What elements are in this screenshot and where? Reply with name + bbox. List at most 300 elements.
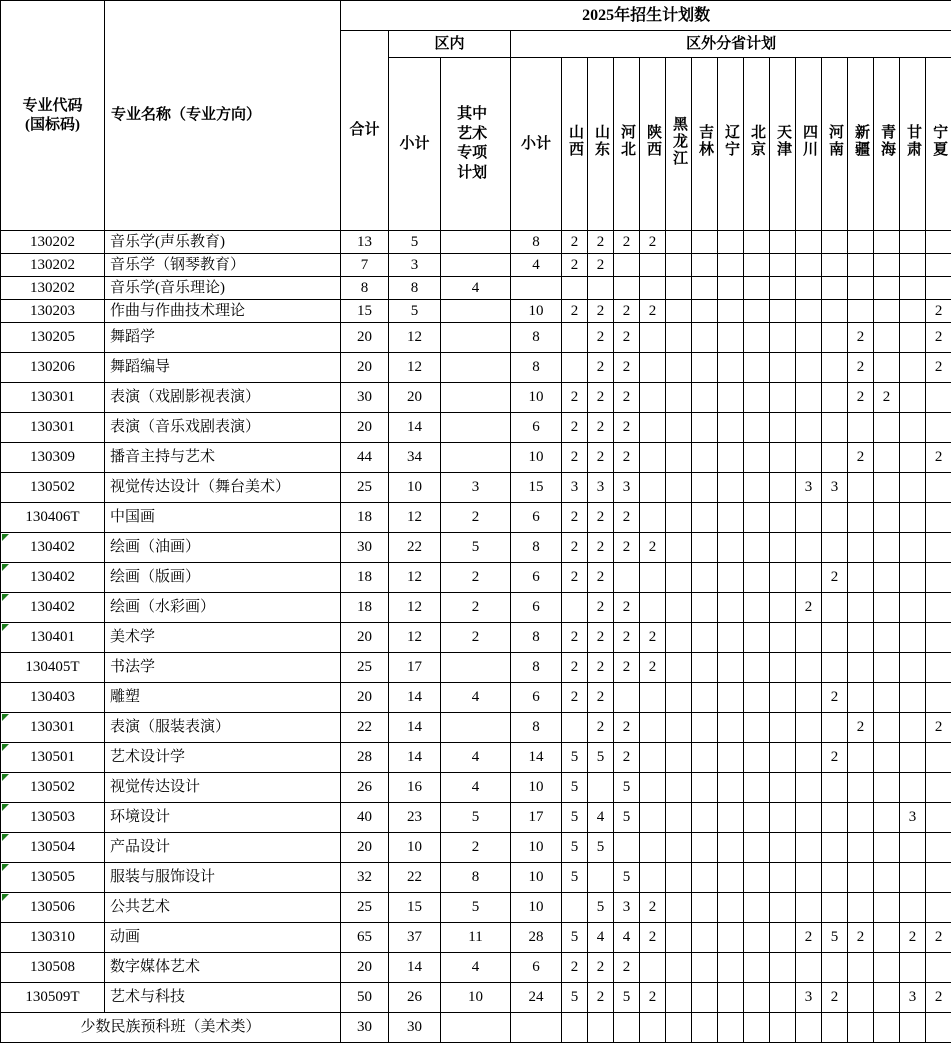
cell-out-3 <box>614 833 640 863</box>
cell-out-12 <box>848 503 874 533</box>
cell-out-2: 5 <box>588 743 614 773</box>
cell-total: 30 <box>341 533 389 563</box>
cell-out-5 <box>666 300 692 323</box>
cell-out-11 <box>822 593 848 623</box>
cell-out-12 <box>848 533 874 563</box>
cell-out-2: 2 <box>588 623 614 653</box>
cell-out-12: 2 <box>848 353 874 383</box>
cell-out-12 <box>848 1013 874 1043</box>
cell-out-9 <box>770 533 796 563</box>
cell-name: 艺术设计学 <box>105 743 341 773</box>
province-label: 吉林 <box>697 124 712 158</box>
cell-out-12 <box>848 863 874 893</box>
table-row <box>1 300 951 323</box>
cell-out-5 <box>666 953 692 983</box>
cell-out-5 <box>666 383 692 413</box>
cell-total: 25 <box>341 893 389 923</box>
cell-out-10 <box>796 833 822 863</box>
cell-total: 25 <box>341 473 389 503</box>
cell-out-15 <box>926 1013 951 1043</box>
cell-out-15 <box>926 503 951 533</box>
cell-out-7 <box>718 503 744 533</box>
cell-out-9 <box>770 803 796 833</box>
cell-out-10 <box>796 323 822 353</box>
cell-out-14 <box>900 473 926 503</box>
cell-total: 15 <box>341 300 389 323</box>
cell-in-art-plan: 2 <box>441 833 511 863</box>
cell-out-2: 2 <box>588 533 614 563</box>
cell-out-6 <box>692 563 718 593</box>
cell-out-13 <box>874 773 900 803</box>
table-row <box>1 653 951 683</box>
cell-in-subtotal: 30 <box>389 1013 441 1043</box>
cell-out-14 <box>900 277 926 300</box>
cell-total: 18 <box>341 503 389 533</box>
cell-out-6 <box>692 653 718 683</box>
cell-out-5 <box>666 983 692 1013</box>
cell-code: 130506 <box>1 893 105 923</box>
cell-in-subtotal: 12 <box>389 353 441 383</box>
col-header-province-6 <box>692 58 718 231</box>
cell-out-5 <box>666 653 692 683</box>
cell-out-13 <box>874 1013 900 1043</box>
cell-out-1: 5 <box>562 803 588 833</box>
cell-out-3: 3 <box>614 893 640 923</box>
cell-out-2: 2 <box>588 300 614 323</box>
cell-out-0: 15 <box>511 473 562 503</box>
cell-out-11 <box>822 833 848 863</box>
cell-name: 公共艺术 <box>105 893 341 923</box>
cell-out-5 <box>666 623 692 653</box>
cell-out-6 <box>692 683 718 713</box>
province-label: 天津 <box>775 124 790 158</box>
cell-total: 65 <box>341 923 389 953</box>
cell-out-8 <box>744 277 770 300</box>
cell-out-15: 2 <box>926 443 951 473</box>
cell-out-7 <box>718 383 744 413</box>
cell-out-7 <box>718 803 744 833</box>
cell-out-1: 2 <box>562 231 588 254</box>
cell-out-5 <box>666 683 692 713</box>
cell-out-9 <box>770 277 796 300</box>
in-region-header: 区内 <box>389 31 511 58</box>
cell-out-2: 2 <box>588 983 614 1013</box>
cell-name: 音乐学（钢琴教育） <box>105 254 341 277</box>
cell-out-7 <box>718 983 744 1013</box>
cell-in-subtotal: 10 <box>389 473 441 503</box>
cell-out-14 <box>900 563 926 593</box>
cell-out-7 <box>718 683 744 713</box>
cell-out-10 <box>796 563 822 593</box>
province-label: 山西 <box>567 124 582 158</box>
cell-out-11: 2 <box>822 563 848 593</box>
cell-out-9 <box>770 383 796 413</box>
cell-out-3: 2 <box>614 353 640 383</box>
cell-in-subtotal: 20 <box>389 383 441 413</box>
cell-total: 40 <box>341 803 389 833</box>
cell-out-13 <box>874 743 900 773</box>
cell-out-7 <box>718 231 744 254</box>
cell-name: 服装与服饰设计 <box>105 863 341 893</box>
cell-out-8 <box>744 833 770 863</box>
cell-out-2: 2 <box>588 683 614 713</box>
cell-out-3: 2 <box>614 383 640 413</box>
green-corner-marker <box>2 534 9 541</box>
cell-name: 艺术与科技 <box>105 983 341 1013</box>
cell-out-2: 2 <box>588 653 614 683</box>
cell-out-2 <box>588 863 614 893</box>
cell-total: 50 <box>341 983 389 1013</box>
cell-out-14 <box>900 593 926 623</box>
cell-out-5 <box>666 893 692 923</box>
cell-out-7 <box>718 893 744 923</box>
cell-in-subtotal: 14 <box>389 413 441 443</box>
cell-name: 视觉传达设计（舞台美术） <box>105 473 341 503</box>
table-row <box>1 533 951 563</box>
cell-out-13 <box>874 833 900 863</box>
cell-out-3: 5 <box>614 803 640 833</box>
cell-in-art-plan: 2 <box>441 503 511 533</box>
cell-out-1: 2 <box>562 503 588 533</box>
cell-in-art-plan: 4 <box>441 953 511 983</box>
cell-name: 舞蹈学 <box>105 323 341 353</box>
cell-out-6 <box>692 923 718 953</box>
cell-in-art-plan <box>441 231 511 254</box>
cell-out-8 <box>744 563 770 593</box>
cell-out-7 <box>718 653 744 683</box>
cell-out-5 <box>666 923 692 953</box>
cell-out-13 <box>874 953 900 983</box>
cell-in-art-plan <box>441 653 511 683</box>
cell-out-14 <box>900 300 926 323</box>
cell-out-11: 2 <box>822 983 848 1013</box>
cell-code: 130508 <box>1 953 105 983</box>
cell-out-10 <box>796 254 822 277</box>
cell-out-1: 2 <box>562 563 588 593</box>
col-header-in-subtotal: 小计 <box>389 58 441 231</box>
cell-out-9 <box>770 231 796 254</box>
cell-out-15 <box>926 833 951 863</box>
cell-out-12: 2 <box>848 713 874 743</box>
cell-out-8 <box>744 443 770 473</box>
cell-out-7 <box>718 353 744 383</box>
table-row <box>1 833 951 863</box>
cell-out-3: 4 <box>614 923 640 953</box>
cell-out-13 <box>874 473 900 503</box>
cell-out-1: 2 <box>562 300 588 323</box>
cell-name: 表演（音乐戏剧表演） <box>105 413 341 443</box>
cell-out-11: 3 <box>822 473 848 503</box>
code-header-line2: (国标码) <box>25 117 80 133</box>
cell-out-4 <box>640 683 666 713</box>
cell-out-6 <box>692 383 718 413</box>
cell-out-8 <box>744 254 770 277</box>
cell-out-4 <box>640 323 666 353</box>
cell-out-1 <box>562 593 588 623</box>
cell-out-7 <box>718 323 744 353</box>
cell-out-15 <box>926 773 951 803</box>
cell-out-7 <box>718 833 744 863</box>
cell-total: 13 <box>341 231 389 254</box>
cell-out-1: 2 <box>562 953 588 983</box>
cell-out-0: 10 <box>511 383 562 413</box>
cell-out-8 <box>744 953 770 983</box>
plan-year-title: 2025年招生计划数 <box>341 1 951 31</box>
cell-out-15: 2 <box>926 983 951 1013</box>
cell-in-subtotal: 22 <box>389 863 441 893</box>
cell-out-0: 14 <box>511 743 562 773</box>
cell-out-12 <box>848 623 874 653</box>
cell-in-subtotal: 10 <box>389 833 441 863</box>
cell-out-10 <box>796 413 822 443</box>
cell-in-art-plan: 5 <box>441 893 511 923</box>
cell-out-6 <box>692 231 718 254</box>
cell-out-5 <box>666 503 692 533</box>
cell-code: 130502 <box>1 473 105 503</box>
table-row <box>1 863 951 893</box>
cell-total: 26 <box>341 773 389 803</box>
cell-name: 中国画 <box>105 503 341 533</box>
cell-out-12 <box>848 413 874 443</box>
cell-out-10: 3 <box>796 473 822 503</box>
cell-out-3: 2 <box>614 323 640 353</box>
cell-out-0 <box>511 277 562 300</box>
col-header-province-5 <box>666 58 692 231</box>
cell-out-14 <box>900 323 926 353</box>
cell-out-2: 2 <box>588 231 614 254</box>
cell-name: 环境设计 <box>105 803 341 833</box>
cell-out-1: 3 <box>562 473 588 503</box>
cell-name: 播音主持与艺术 <box>105 443 341 473</box>
cell-out-11 <box>822 773 848 803</box>
cell-out-13 <box>874 300 900 323</box>
province-label: 河北 <box>619 124 634 158</box>
cell-out-1 <box>562 277 588 300</box>
cell-out-5 <box>666 803 692 833</box>
cell-out-15 <box>926 231 951 254</box>
cell-out-10 <box>796 683 822 713</box>
cell-in-art-plan: 5 <box>441 533 511 563</box>
cell-in-art-plan <box>441 323 511 353</box>
cell-out-7 <box>718 413 744 443</box>
cell-out-11 <box>822 277 848 300</box>
cell-out-15 <box>926 563 951 593</box>
cell-out-11 <box>822 713 848 743</box>
province-label: 四川 <box>801 124 816 158</box>
cell-out-14 <box>900 713 926 743</box>
col-header-province-15 <box>926 58 951 231</box>
cell-name: 产品设计 <box>105 833 341 863</box>
cell-out-1 <box>562 1013 588 1043</box>
cell-out-7 <box>718 300 744 323</box>
cell-out-3: 2 <box>614 713 640 743</box>
cell-out-14: 3 <box>900 803 926 833</box>
cell-out-0: 6 <box>511 683 562 713</box>
cell-out-3: 5 <box>614 773 640 803</box>
col-header-province-8 <box>744 58 770 231</box>
cell-in-art-plan: 4 <box>441 277 511 300</box>
cell-out-10 <box>796 533 822 563</box>
cell-out-0: 8 <box>511 533 562 563</box>
cell-out-10 <box>796 653 822 683</box>
cell-out-3: 2 <box>614 503 640 533</box>
cell-out-11 <box>822 300 848 323</box>
cell-out-10 <box>796 893 822 923</box>
green-corner-marker <box>2 834 9 841</box>
table-row <box>1 443 951 473</box>
cell-in-subtotal: 12 <box>389 563 441 593</box>
green-corner-marker <box>2 804 9 811</box>
cell-out-14 <box>900 413 926 443</box>
cell-out-12 <box>848 773 874 803</box>
green-corner-marker <box>2 594 9 601</box>
cell-out-0: 8 <box>511 653 562 683</box>
cell-out-6 <box>692 473 718 503</box>
cell-out-10 <box>796 1013 822 1043</box>
cell-out-14 <box>900 833 926 863</box>
cell-out-5 <box>666 773 692 803</box>
cell-out-2: 2 <box>588 413 614 443</box>
cell-code: 130402 <box>1 593 105 623</box>
cell-out-0 <box>511 1013 562 1043</box>
province-label: 甘肃 <box>905 124 920 158</box>
table-row <box>1 953 951 983</box>
cell-in-art-plan <box>441 383 511 413</box>
cell-out-15 <box>926 653 951 683</box>
cell-in-art-plan: 8 <box>441 863 511 893</box>
province-label: 青海 <box>879 124 894 158</box>
col-header-province-4 <box>640 58 666 231</box>
cell-out-11 <box>822 353 848 383</box>
cell-out-12 <box>848 653 874 683</box>
cell-out-6 <box>692 863 718 893</box>
cell-out-5 <box>666 277 692 300</box>
cell-out-3: 2 <box>614 533 640 563</box>
cell-out-2: 2 <box>588 713 614 743</box>
col-header-code <box>1 1 105 231</box>
cell-total: 18 <box>341 563 389 593</box>
table-row <box>1 983 951 1013</box>
cell-out-15 <box>926 413 951 443</box>
cell-out-8 <box>744 300 770 323</box>
cell-out-13: 2 <box>874 383 900 413</box>
table-row <box>1 473 951 503</box>
cell-out-12 <box>848 231 874 254</box>
cell-out-8 <box>744 743 770 773</box>
cell-out-5 <box>666 533 692 563</box>
cell-out-0: 24 <box>511 983 562 1013</box>
cell-out-2: 4 <box>588 923 614 953</box>
cell-out-13 <box>874 254 900 277</box>
cell-out-1 <box>562 323 588 353</box>
cell-name: 绘画（油画） <box>105 533 341 563</box>
cell-in-subtotal: 23 <box>389 803 441 833</box>
cell-out-1: 2 <box>562 254 588 277</box>
cell-out-10 <box>796 863 822 893</box>
cell-out-10 <box>796 300 822 323</box>
cell-in-subtotal: 17 <box>389 653 441 683</box>
cell-code: 130309 <box>1 443 105 473</box>
cell-footer-name: 少数民族预科班（美术类） <box>1 1013 341 1043</box>
cell-out-14: 2 <box>900 923 926 953</box>
cell-out-3: 2 <box>614 743 640 773</box>
province-label: 河南 <box>827 124 842 158</box>
cell-out-14 <box>900 231 926 254</box>
cell-out-3: 2 <box>614 231 640 254</box>
table-row <box>1 353 951 383</box>
cell-out-4 <box>640 773 666 803</box>
cell-in-art-plan: 2 <box>441 593 511 623</box>
cell-out-13 <box>874 683 900 713</box>
cell-code: 130405T <box>1 653 105 683</box>
cell-out-5 <box>666 833 692 863</box>
cell-out-5 <box>666 353 692 383</box>
cell-in-subtotal: 34 <box>389 443 441 473</box>
cell-in-subtotal: 8 <box>389 277 441 300</box>
cell-out-10 <box>796 623 822 653</box>
cell-out-12 <box>848 277 874 300</box>
cell-code: 130202 <box>1 277 105 300</box>
cell-out-0: 8 <box>511 623 562 653</box>
table-row <box>1 254 951 277</box>
cell-name: 数字媒体艺术 <box>105 953 341 983</box>
cell-out-13 <box>874 443 900 473</box>
cell-code: 130502 <box>1 773 105 803</box>
cell-out-14 <box>900 773 926 803</box>
cell-out-10 <box>796 773 822 803</box>
cell-out-5 <box>666 473 692 503</box>
cell-out-0: 10 <box>511 893 562 923</box>
cell-out-6 <box>692 773 718 803</box>
cell-out-3: 5 <box>614 983 640 1013</box>
cell-out-1: 5 <box>562 743 588 773</box>
cell-out-4: 2 <box>640 231 666 254</box>
cell-in-subtotal: 12 <box>389 503 441 533</box>
col-header-province-14 <box>900 58 926 231</box>
cell-code: 130203 <box>1 300 105 323</box>
cell-out-8 <box>744 713 770 743</box>
table-row <box>1 277 951 300</box>
cell-out-11 <box>822 323 848 353</box>
table-row <box>1 231 951 254</box>
footer-row-preparatory-class <box>1 1013 951 1043</box>
cell-name: 书法学 <box>105 653 341 683</box>
cell-out-4: 2 <box>640 983 666 1013</box>
cell-out-10: 3 <box>796 983 822 1013</box>
cell-out-2: 5 <box>588 833 614 863</box>
cell-code: 130310 <box>1 923 105 953</box>
table-row <box>1 743 951 773</box>
cell-out-9 <box>770 254 796 277</box>
cell-out-15 <box>926 623 951 653</box>
cell-out-7 <box>718 773 744 803</box>
cell-in-subtotal: 3 <box>389 254 441 277</box>
cell-total: 28 <box>341 743 389 773</box>
cell-total: 20 <box>341 413 389 443</box>
cell-out-4 <box>640 277 666 300</box>
table-row <box>1 593 951 623</box>
cell-out-4 <box>640 353 666 383</box>
cell-out-8 <box>744 623 770 653</box>
cell-out-6 <box>692 833 718 863</box>
cell-out-8 <box>744 473 770 503</box>
cell-out-13 <box>874 323 900 353</box>
cell-out-12: 2 <box>848 323 874 353</box>
cell-out-2: 2 <box>588 254 614 277</box>
cell-total: 20 <box>341 683 389 713</box>
cell-out-3: 5 <box>614 863 640 893</box>
cell-out-9 <box>770 683 796 713</box>
